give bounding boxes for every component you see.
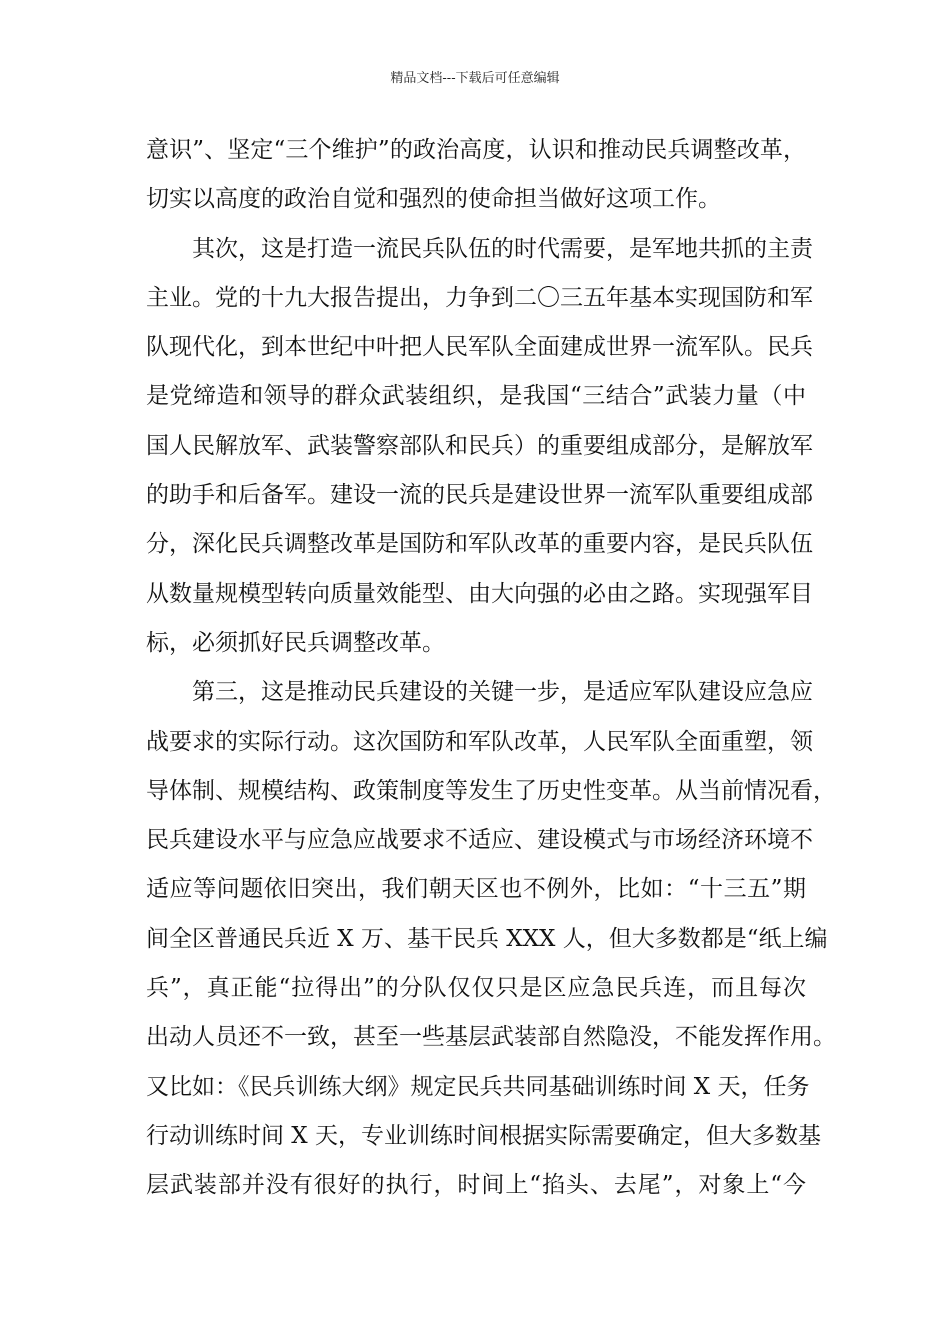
text-line: 标，必须抓好民兵调整改革。 <box>146 629 445 656</box>
text-line: 主业。党的十九大报告提出，力争到二〇三五年基本实现国防和军 <box>146 284 813 311</box>
text-line: 又比如：《民兵训练大纲》规定民兵共同基础训练时间 X 天，任务 <box>146 1073 810 1100</box>
text-line: 战要求的实际行动。这次国防和军队改革，人民军队全面重塑，领 <box>146 728 813 755</box>
text-line: 其次，这是打造一流民兵队伍的时代需要，是军地共抓的主责 <box>192 235 813 262</box>
text-line: 第三，这是推动民兵建设的关键一步，是适应军队建设应急应 <box>192 679 813 706</box>
text-line: 行动训练时间 X 天，专业训练时间根据实际需要确定，但大多数基 <box>146 1122 821 1149</box>
text-line: 切实以高度的政治自觉和强烈的使命担当做好这项工作。 <box>146 186 721 213</box>
text-line: 是党缔造和领导的群众武装组织，是我国“三结合”武装力量（中 <box>146 383 806 410</box>
text-line: 从数量规模型转向质量效能型、由大向强的必由之路。实现强军目 <box>146 580 813 607</box>
text-line: 国人民解放军、武装警察部队和民兵）的重要组成部分，是解放军 <box>146 432 813 459</box>
document-body <box>146 126 836 1211</box>
text-line: 层武装部并没有很好的执行，时间上“掐头、去尾”，对象上“今 <box>146 1172 806 1199</box>
text-line: 间全区普通民兵近 X 万、基干民兵 XXX 人，但大多数都是“纸上编 <box>146 925 828 952</box>
text-line: 适应等问题依旧突出，我们朝天区也不例外，比如：“十三五”期 <box>146 876 806 903</box>
page-header: 精品文档---下载后可任意编辑 <box>390 71 560 86</box>
text-line: 分，深化民兵调整改革是国防和军队改革的重要内容，是民兵队伍 <box>146 531 813 558</box>
text-line: 出动人员还不一致，甚至一些基层武装部自然隐没，不能发挥作用。 <box>146 1024 836 1051</box>
text-line: 民兵建设水平与应急应战要求不适应、建设模式与市场经济环境不 <box>146 827 813 854</box>
text-line: 意识”、坚定“三个维护”的政治高度，认识和推动民兵调整改革， <box>146 137 806 163</box>
text-line: 队现代化，到本世纪中叶把人民军队全面建成世界一流军队。民兵 <box>146 334 813 361</box>
text-line: 的助手和后备军。建设一流的民兵是建设世界一流军队重要组成部 <box>146 482 813 509</box>
text-line: 兵”，真正能“拉得出”的分队仅仅只是区应急民兵连，而且每次 <box>146 975 806 1002</box>
text-line: 导体制、规模结构、政策制度等发生了历史性变革。从当前情况看， <box>146 777 836 804</box>
